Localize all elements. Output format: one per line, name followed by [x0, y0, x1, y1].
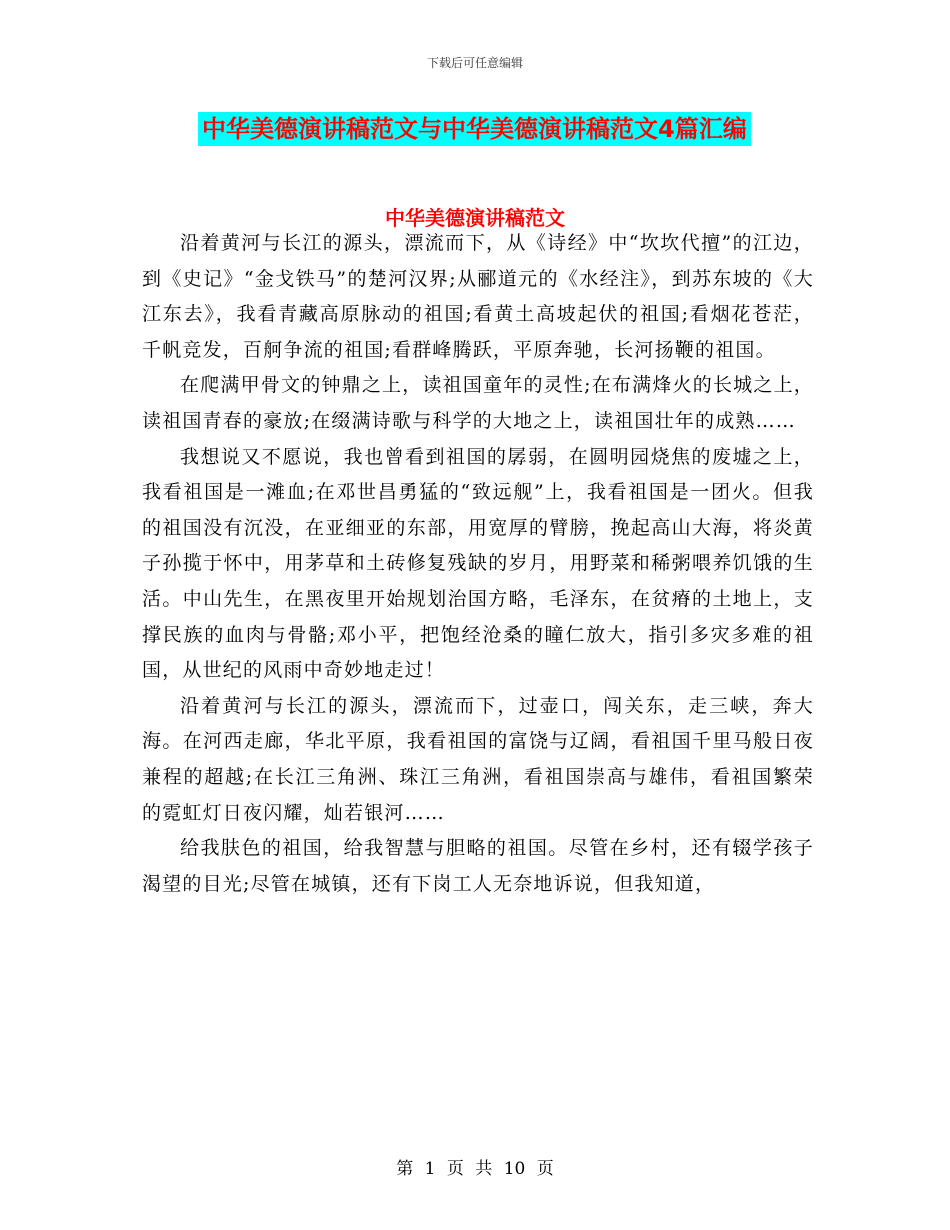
document-title: 中华美德演讲稿范文与中华美德演讲稿范文4篇汇编 [198, 112, 751, 146]
page-footer: 第 1 页 共 10 页 [396, 1159, 554, 1179]
body-text [142, 216, 814, 902]
paragraph: 给我肤色的祖国，给我智慧与胆略的祖国。尽管在乡村，还有辍学孩子渴望的目光;尽管在城镇，还有下岗工人无奈地诉说，但我知道， [142, 837, 814, 895]
paragraph: 沿着黄河与长江的源头，漂流而下，从《诗经》中“坎坎代擅”的江边，到《史记》“金戈铁马”的楚河汉界;从郦道元的《水经注》，到苏东坡的《大江东去》，我看青藏高原脉动的祖国;看黄土高坡起伏的祖国;看烟花苍茫，千帆竞发，百舸争流的祖国;看群峰腾跃，平原奔驰，长河扬鞭的祖国。 [142, 232, 814, 361]
paragraph: 在爬满甲骨文的钟鼎之上，读祖国童年的灵性;在布满烽火的长城之上，读祖国青春的豪放;在缀满诗歌与科学的大地之上，读祖国壮年的成熟…… [142, 374, 814, 432]
section-title: 中华美德演讲稿范文 [385, 206, 565, 230]
page-header-note: 下载后可任意编辑 [426, 56, 523, 70]
paragraph: 我想说又不愿说，我也曾看到祖国的孱弱，在圆明园烧焦的废墟之上，我看祖国是一滩血;在邓世昌勇猛的“致远舰”上，我看祖国是一团火。但我的祖国没有沉没，在亚细亚的东部，用宽厚的臂膀，挽起高山大海，将炎黄子孙揽于怀中，用茅草和土砖修复残缺的岁月，用野菜和稀粥喂养饥饿的生活。中山先生，在黑夜里开始规划治国方略，毛泽东，在贫瘠的土地上，支撑民族的血肉与骨骼;邓小平，把饱经沧桑的瞳仁放大，指引多灾多难的祖国，从世纪的风雨中奇妙地走过！ [142, 445, 814, 682]
paragraph: 沿着黄河与长江的源头，漂流而下，过壶口，闯关东，走三峡，奔大海。在河西走廊，华北平原，我看祖国的富饶与辽阔，看祖国千里马般日夜兼程的超越;在长江三角洲、珠江三角洲，看祖国崇高与雄伟，看祖国繁荣的霓虹灯日夜闪耀，灿若银河…… [142, 694, 814, 824]
